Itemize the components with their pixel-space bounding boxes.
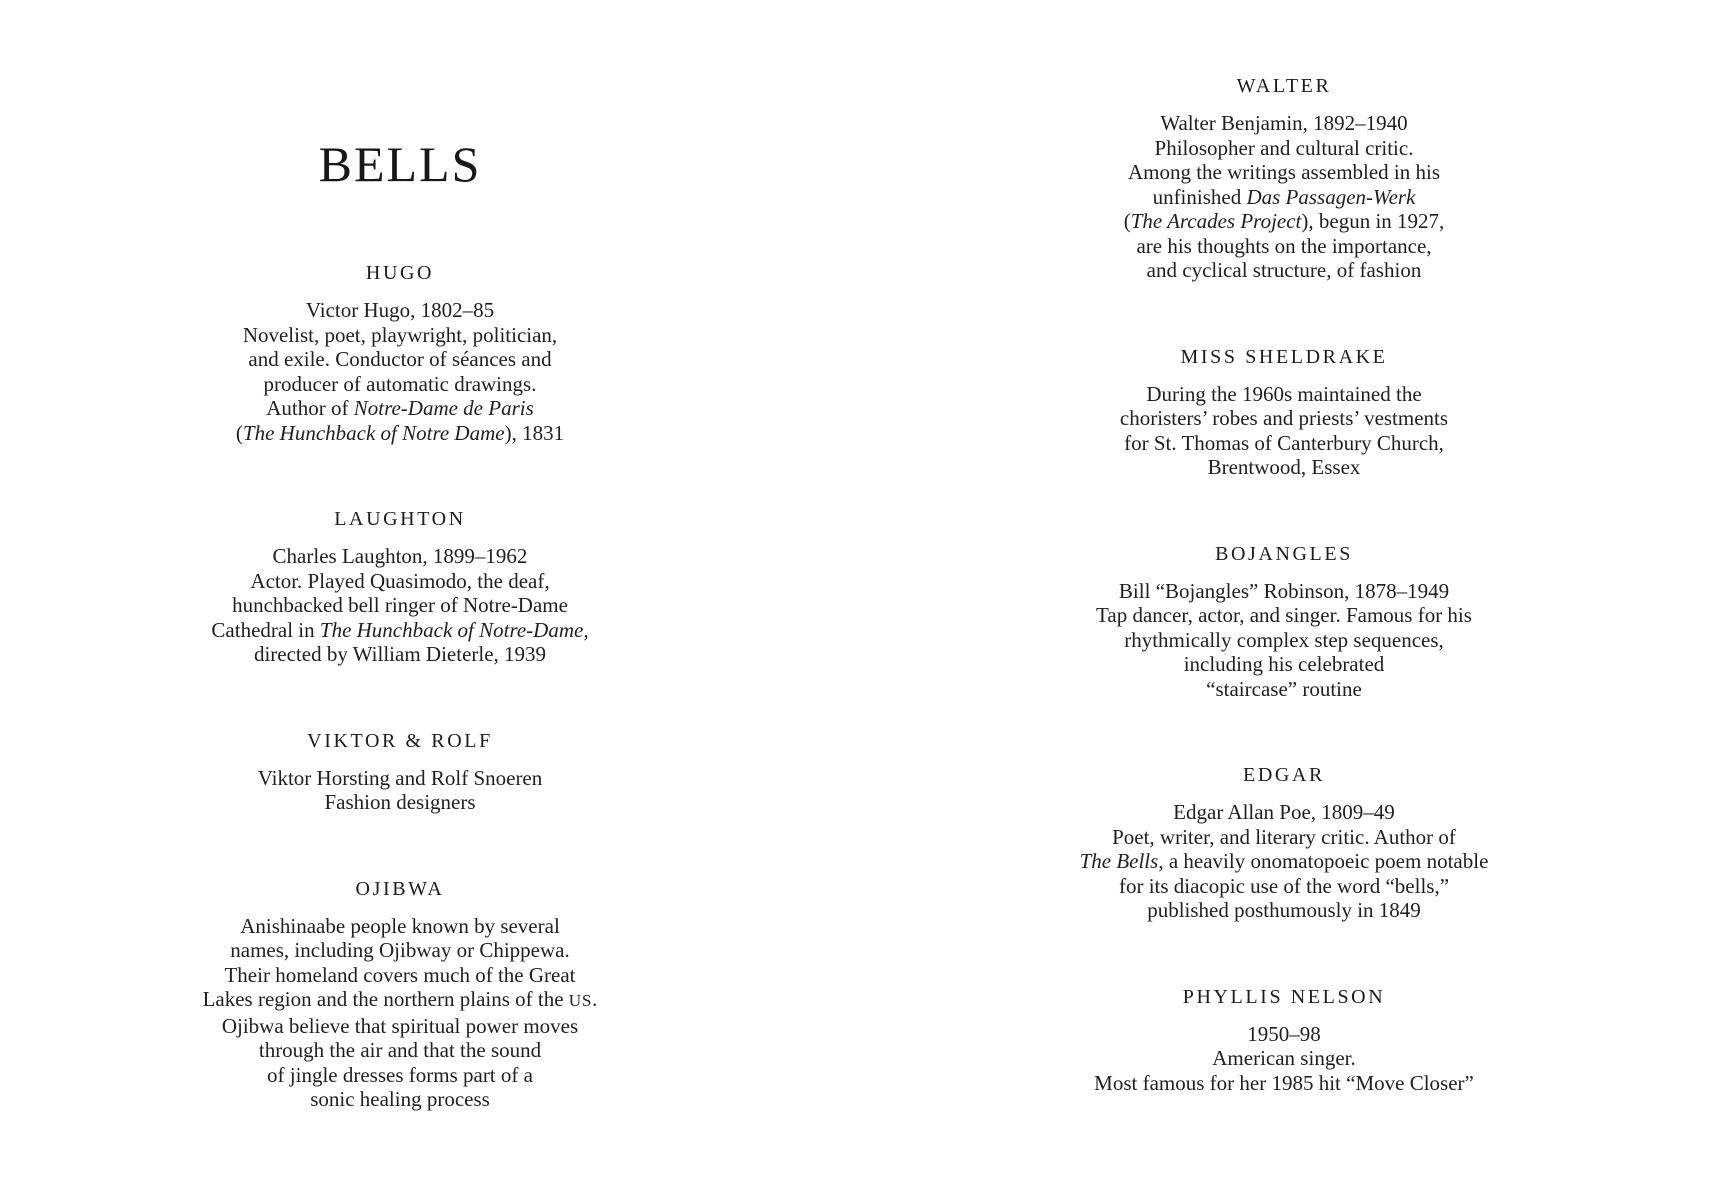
entry-line: producer of automatic drawings. xyxy=(263,371,537,396)
entry-bojangles xyxy=(1004,542,1564,702)
entry-line: Viktor Horsting and Rolf Snoeren xyxy=(257,765,543,790)
entry-body xyxy=(120,298,680,445)
entry-line: Fashion designers xyxy=(324,790,476,814)
entry-line: The Bells, a heavily onomatopoeic poem notable xyxy=(1079,849,1489,873)
entry-miss-sheldrake xyxy=(1004,345,1564,480)
entry-body xyxy=(1004,579,1564,702)
page-left xyxy=(120,0,680,1200)
entry-heading: VIKTOR & ROLF xyxy=(307,729,493,752)
entry-body xyxy=(1004,1022,1564,1096)
entry-line: rhythmically complex step sequences, xyxy=(1124,627,1444,652)
entry-line: American singer. xyxy=(1212,1046,1356,1070)
entry-line: Their homeland covers much of the Great xyxy=(224,962,576,987)
entry-ojibwa xyxy=(120,877,680,1112)
entry-line: Author of Notre-Dame de Paris xyxy=(266,396,534,420)
entry-line: published posthumously in 1849 xyxy=(1147,898,1421,922)
entry-line: hunchbacked bell ringer of Notre-Dame xyxy=(232,593,568,617)
entry-line: names, including Ojibway or Chippewa. xyxy=(230,938,570,962)
entry-heading: WALTER xyxy=(1236,75,1332,97)
entry-body xyxy=(120,544,680,667)
entry-body xyxy=(120,766,680,815)
entry-line: Actor. Played Quasimodo, the deaf, xyxy=(250,568,550,593)
entry-body xyxy=(120,914,680,1112)
entry-line: through the air and that the sound xyxy=(258,1038,542,1062)
entry-line: directed by William Dieterle, 1939 xyxy=(253,642,547,666)
entry-line: sonic healing process xyxy=(310,1087,490,1111)
glossary-entries-right xyxy=(1004,74,1564,1157)
entry-heading: LAUGHTON xyxy=(334,508,466,530)
entry-line: Bill “Bojangles” Robinson, 1878–1949 xyxy=(1118,578,1450,603)
entry-line: Brentwood, Essex xyxy=(1207,455,1361,479)
entry-line: Lakes region and the northern plains of the US. xyxy=(202,987,598,1011)
entry-line: Anishinaabe people known by several xyxy=(240,913,560,938)
entry-line: Poet, writer, and literary critic. Author of xyxy=(1112,824,1456,849)
entry-heading: HUGO xyxy=(365,262,435,284)
entry-phyllis-nelson xyxy=(1004,985,1564,1096)
entry-heading: BOJANGLES xyxy=(1215,542,1353,565)
entry-line: Novelist, poet, playwright, politician, xyxy=(242,322,558,347)
entry-line: During the 1960s maintained the xyxy=(1146,381,1422,406)
entry-line: for its diacopic use of the word “bells,” xyxy=(1118,873,1450,898)
entry-body xyxy=(1004,111,1564,283)
entry-line: Among the writings assembled in his xyxy=(1127,160,1441,184)
chapter-title: BELLS xyxy=(318,136,482,192)
entry-line: (The Arcades Project), begun in 1927, xyxy=(1123,209,1445,233)
entry-viktor-rolf xyxy=(120,729,680,815)
entry-line: Walter Benjamin, 1892–1940 xyxy=(1160,111,1408,135)
entry-line: choristers’ robes and priests’ vestments xyxy=(1119,406,1449,430)
entry-line: for St. Thomas of Canterbury Church, xyxy=(1124,430,1444,455)
entry-line: (The Hunchback of Notre Dame), 1831 xyxy=(235,420,565,445)
entry-heading: OJIBWA xyxy=(355,877,445,900)
entry-heading: MISS SHELDRAKE xyxy=(1180,345,1388,368)
entry-line: and cyclical structure, of fashion xyxy=(1146,258,1422,282)
entry-line: Victor Hugo, 1802–85 xyxy=(305,298,495,322)
entry-line: including his celebrated xyxy=(1183,652,1385,676)
entry-line: Edgar Allan Poe, 1809–49 xyxy=(1173,800,1395,824)
entry-edgar xyxy=(1004,763,1564,923)
entry-walter xyxy=(1004,74,1564,283)
entry-line: Philosopher and cultural critic. xyxy=(1154,135,1414,160)
entry-line: and exile. Conductor of séances and xyxy=(248,347,552,371)
glossary-entries-left xyxy=(120,261,680,1174)
entry-body xyxy=(1004,382,1564,480)
page-right xyxy=(1004,0,1564,1200)
entry-laughton xyxy=(120,507,680,667)
entry-line: of jingle dresses forms part of a xyxy=(267,1062,533,1087)
entry-line: Most famous for her 1985 hit “Move Closer” xyxy=(1094,1070,1474,1095)
entry-line: 1950–98 xyxy=(1247,1021,1321,1046)
entry-line: “staircase” routine xyxy=(1206,676,1362,701)
entry-body xyxy=(1004,800,1564,923)
entry-line: Cathedral in The Hunchback of Notre-Dame, xyxy=(211,617,589,642)
entry-heading: PHYLLIS NELSON xyxy=(1182,985,1386,1008)
entry-line: are his thoughts on the importance, xyxy=(1136,233,1432,258)
entry-line: Charles Laughton, 1899–1962 xyxy=(272,544,528,568)
entry-line: Tap dancer, actor, and singer. Famous for his xyxy=(1096,603,1472,627)
entry-line: unfinished Das Passagen-Werk xyxy=(1152,184,1416,209)
entry-heading: EDGAR xyxy=(1243,764,1325,786)
entry-line: Ojibwa believe that spiritual power moves xyxy=(221,1013,579,1038)
entry-hugo xyxy=(120,261,680,445)
